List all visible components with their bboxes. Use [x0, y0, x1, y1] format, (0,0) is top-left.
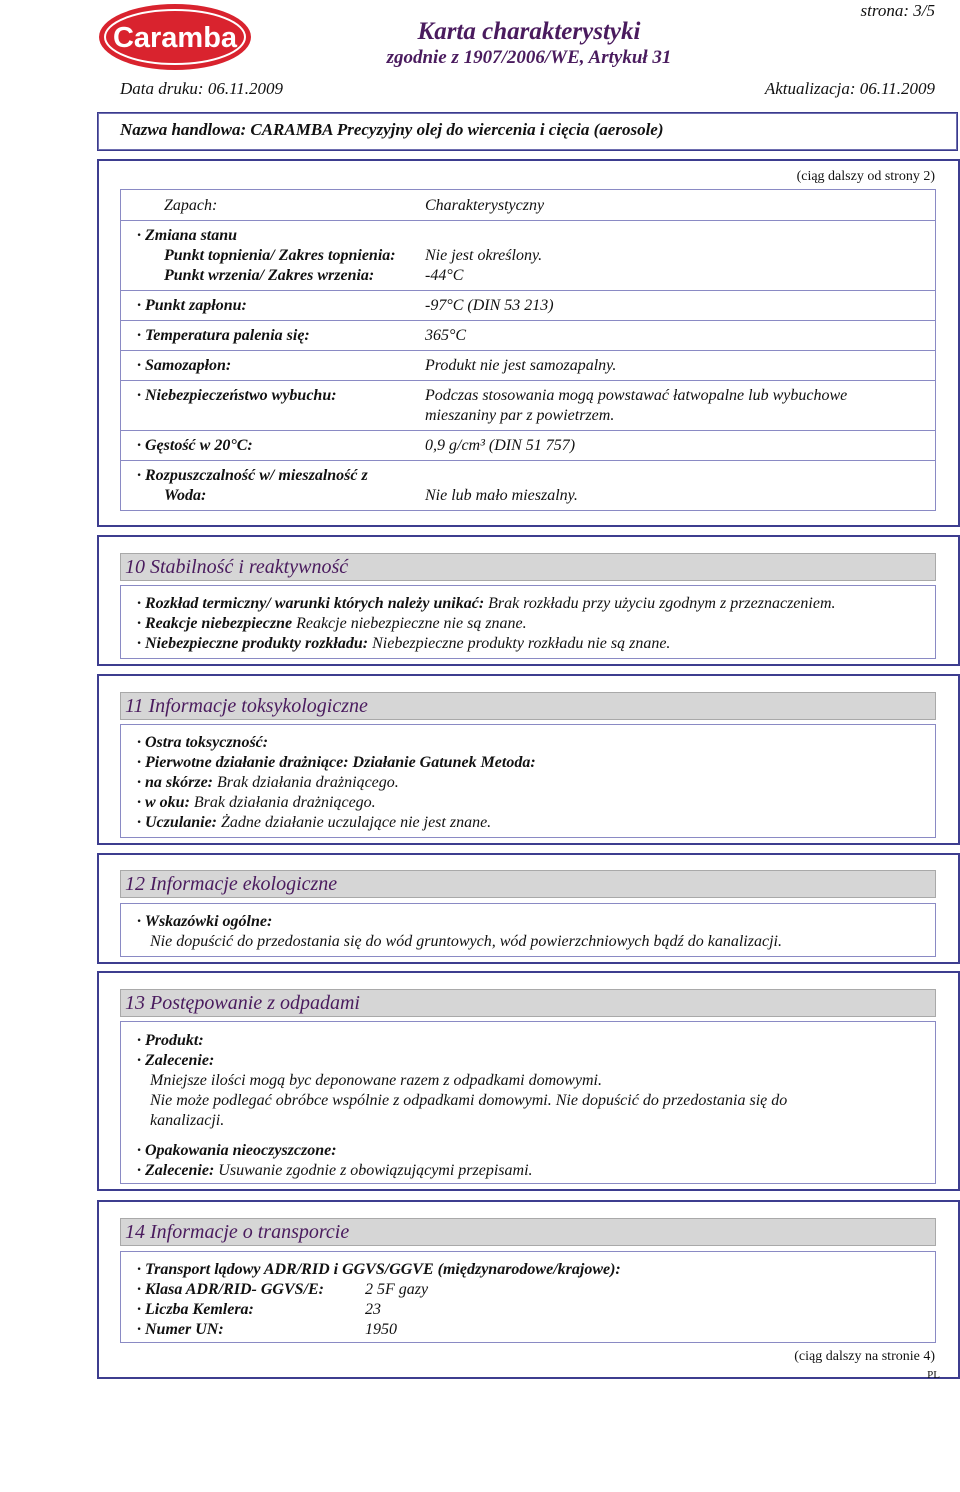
tox-line — [137, 753, 536, 773]
line-text: Brak rozkładu przy użyciu zgodnym z przeznaczeniem. — [484, 595, 836, 612]
line-label: · Ostra toksyczność: — [137, 734, 269, 751]
continued-from-note: (ciąg dalszy od strony 2) — [796, 169, 935, 184]
transport-row-value: 23 — [365, 1301, 381, 1318]
transport-row-value: 2 5F gazy — [365, 1281, 429, 1298]
line-label: · Niebezpieczne produkty rozkładu: — [137, 635, 369, 652]
section-13-title: 13 Postępowanie z odpadami — [125, 992, 360, 1014]
tox-line — [137, 793, 376, 813]
line-label: · Zalecenie: — [137, 1162, 215, 1179]
stability-line — [137, 634, 670, 654]
line-label: · na skórze: — [137, 774, 214, 791]
line-label: · Rozkład termiczny/ warunki których należy unikać: — [137, 595, 485, 612]
transport-row-label: · Numer UN: — [137, 1321, 224, 1338]
transport-row-label: · Liczba Kemlera: — [137, 1301, 254, 1318]
disposal-text: kanalizacji. — [150, 1112, 225, 1129]
line-text: Żadne działanie uczulające nie jest znane. — [217, 814, 492, 831]
property-label: · Samozapłon: — [137, 357, 232, 374]
eco-label: · Wskazówki ogólne: — [137, 913, 273, 930]
transport-row-label: · Klasa ADR/RID- GGVS/E: — [137, 1281, 324, 1298]
table-divider — [120, 290, 935, 291]
section-10-header — [120, 553, 936, 581]
section-12-title: 12 Informacje ekologiczne — [125, 873, 338, 895]
eco-text: Nie dopuścić do przedostania się do wód gruntowych, wód powierzchniowych bądź do kanalizacji. — [150, 933, 782, 950]
continued-on-note: (ciąg dalszy na stronie 4) — [794, 1349, 935, 1364]
tox-line — [137, 813, 491, 833]
language-code: PL — [927, 1369, 940, 1381]
property-label: Zapach: — [164, 197, 218, 214]
property-value: Produkt nie jest samozapalny. — [425, 357, 617, 374]
table-divider — [120, 460, 935, 461]
property-label: · Zmiana stanu — [137, 227, 238, 244]
table-divider — [120, 320, 935, 321]
stability-line — [137, 614, 527, 634]
line-text: Brak działania drażniącego. — [213, 774, 399, 791]
transport-label: · Transport lądowy ADR/RID i GGVS/GGVE (międzynarodowe/krajowe): — [137, 1261, 621, 1278]
section-11-title: 11 Informacje toksykologiczne — [125, 695, 368, 717]
section-14-header — [120, 1218, 936, 1246]
trade-name: Nazwa handlowa: CARAMBA Precyzyjny olej do wiercenia i cięcia (aerosole) — [120, 120, 664, 139]
line-text: Usuwanie zgodnie z obowiązującymi przepisami. — [214, 1162, 533, 1179]
section-10-title: 10 Stabilność i reaktywność — [125, 556, 349, 578]
property-label: · Punkt zapłonu: — [137, 297, 247, 314]
line-text: Brak działania drażniącego. — [189, 794, 376, 811]
property-label: Punkt topnienia/ Zakres topnienia: — [164, 247, 396, 264]
page-number: strona: 3/5 — [860, 1, 935, 20]
update-date: Aktualizacja: 06.11.2009 — [764, 79, 935, 98]
property-label-cont: Woda: — [164, 487, 207, 504]
property-value: 365°C — [425, 327, 467, 344]
line-label: · Pierwotne działanie drażniące: Działanie Gatunek Metoda: — [137, 754, 536, 771]
table-divider — [120, 220, 935, 221]
section-11-header — [120, 692, 936, 720]
property-label: · Gęstość w 20°C: — [137, 437, 253, 454]
property-value: Podczas stosowania mogą powstawać łatwopalne lub wybuchowe — [425, 387, 848, 404]
property-value: Nie jest określony. — [425, 247, 543, 264]
line-text: Reakcje niebezpieczne nie są znane. — [292, 615, 527, 632]
tox-line — [137, 773, 399, 793]
section-13-header — [120, 989, 936, 1017]
table-divider — [120, 380, 935, 381]
disposal-text: Nie może podlegać obróbce wspólnie z odpadkami domowymi. Nie dopuścić do przedostania się do — [150, 1092, 788, 1109]
property-label: Punkt wrzenia/ Zakres wrzenia: — [164, 267, 375, 284]
property-value-cont: mieszaniny par z powietrzem. — [425, 407, 615, 424]
property-value: -97°C (DIN 53 213) — [425, 297, 554, 314]
packaging-label: · Opakowania nieoczyszczone: — [137, 1142, 337, 1159]
table-divider — [120, 350, 935, 351]
document-title: Karta charakterystyki — [417, 18, 641, 45]
stability-line — [137, 594, 836, 614]
packaging-line — [137, 1161, 533, 1181]
section-12-header — [120, 870, 936, 898]
line-label: · w oku: — [137, 794, 190, 811]
property-label: · Rozpuszczalność w/ mieszalność z — [137, 467, 368, 484]
product-label: · Produkt: — [137, 1032, 204, 1049]
property-label: · Niebezpieczeństwo wybuchu: — [137, 387, 337, 404]
section-14-title: 14 Informacje o transporcie — [125, 1221, 350, 1243]
recommendation-label: · Zalecenie: — [137, 1052, 215, 1069]
tox-line — [137, 733, 268, 753]
property-label: · Temperatura palenia się: — [137, 327, 310, 344]
disposal-text: Mniejsze ilości mogą byc deponowane razem z odpadkami domowymi. — [150, 1072, 602, 1089]
line-label: · Reakcje niebezpieczne — [137, 615, 293, 632]
property-value: 0,9 g/cm³ (DIN 51 757) — [425, 437, 576, 454]
property-value: -44°C — [425, 267, 464, 284]
document-subtitle: zgodnie z 1907/2006/WE, Artykuł 31 — [386, 47, 672, 68]
line-text: Niebezpieczne produkty rozkładu nie są znane. — [368, 635, 671, 652]
table-divider — [120, 430, 935, 431]
property-value: Charakterystyczny — [425, 197, 545, 214]
property-value: Nie lub mało mieszalny. — [425, 487, 578, 504]
logo-wordmark: Caramba — [112, 22, 238, 54]
transport-row-value: 1950 — [365, 1321, 397, 1338]
print-date: Data druku: 06.11.2009 — [120, 79, 284, 98]
line-label: · Uczulanie: — [137, 814, 217, 831]
